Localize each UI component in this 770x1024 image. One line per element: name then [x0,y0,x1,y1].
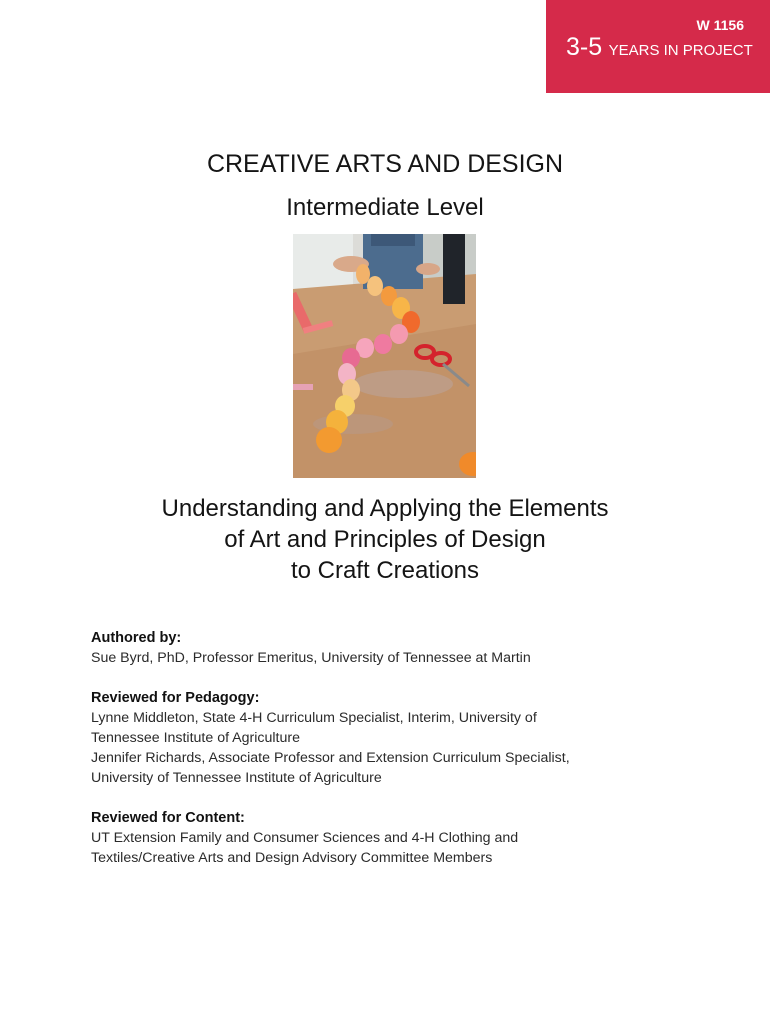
years-in-project [566,33,753,62]
credits-section [91,628,711,888]
main-heading [0,493,770,586]
heading-line: of Art and Principles of Design [224,526,546,553]
author-line: Sue Byrd, PhD, Professor Emeritus, University of Tennessee at Martin [91,650,531,666]
document-subtitle: Intermediate Level [286,194,484,221]
reviewer-line: Jennifer Richards, Associate Professor and Extension Curriculum Specialist, [91,750,570,766]
years-number: 3-5 [566,33,603,61]
cover-photo [293,234,476,478]
content-review-label: Reviewed for Content: [91,810,245,826]
heading-line: to Craft Creations [290,557,480,584]
reviewer-line: Lynne Middleton, State 4-H Curriculum Specialist, Interim, University of [91,710,537,726]
heading-line: Understanding and Applying the Elements [161,495,609,522]
authored-by-block [91,628,711,668]
project-badge [546,0,770,93]
reviewer-line: Tennessee Institute of Agriculture [91,730,300,746]
pedagogy-review-label: Reviewed for Pedagogy: [91,690,260,706]
publication-code: W 1156 [696,17,744,33]
reviewer-line: Textiles/Creative Arts and Design Advisory Committee Members [91,850,493,866]
years-label: YEARS IN PROJECT [608,42,753,59]
content-review-block [91,808,711,868]
authored-by-label: Authored by: [91,630,182,646]
paper-chain-craft-image [293,234,476,478]
pedagogy-review-block [91,688,711,788]
reviewer-line: University of Tennessee Institute of Agriculture [91,770,382,786]
document-title: CREATIVE ARTS AND DESIGN [206,150,564,178]
reviewer-line: UT Extension Family and Consumer Sciences and 4-H Clothing and [91,830,519,846]
